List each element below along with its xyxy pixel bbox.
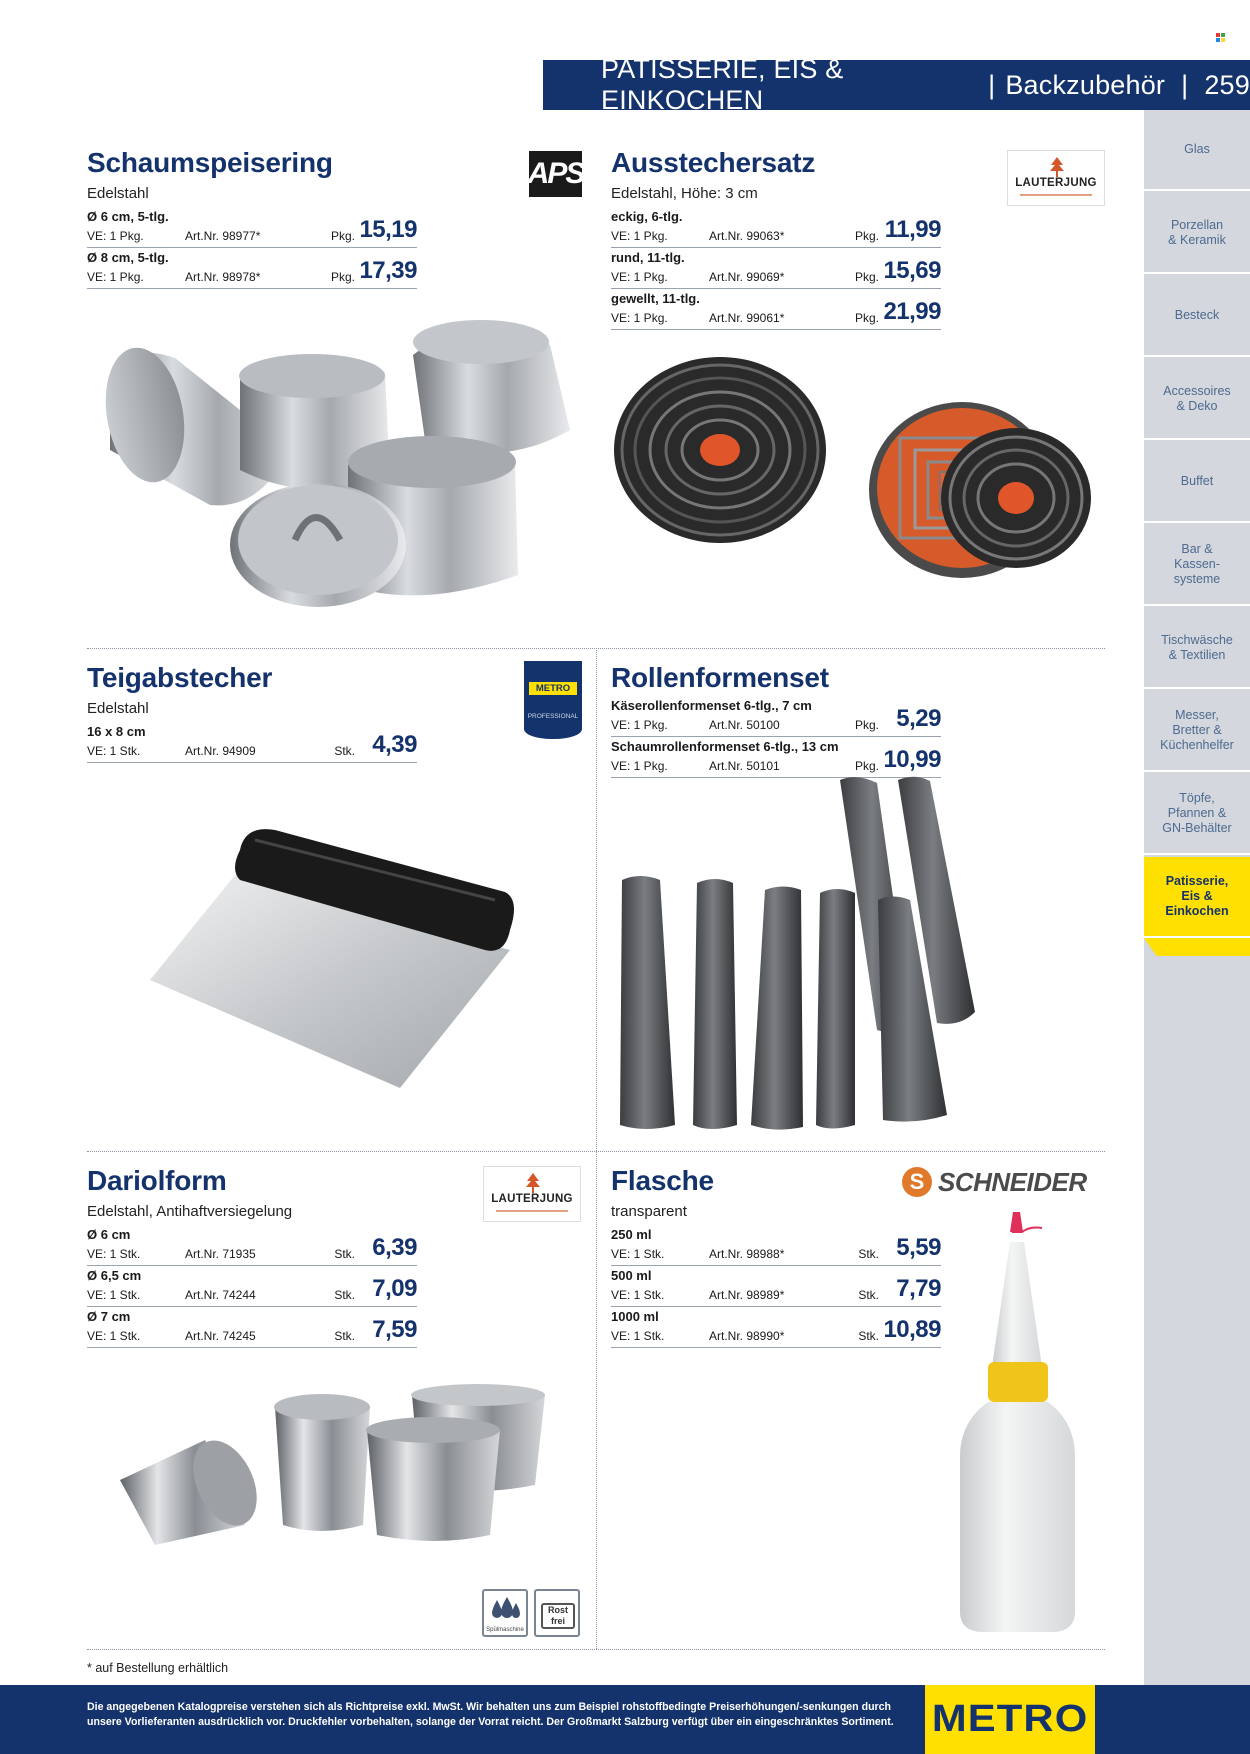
sidebar-item-accessoires[interactable]: Accessoires & Deko [1144, 359, 1250, 440]
article-number: Art.Nr. 99069* [709, 270, 785, 284]
dariole-molds-image [115, 1385, 555, 1555]
sidebar-item-patisserie[interactable]: Patisserie, Eis & Einkochen [1144, 857, 1250, 938]
dishwasher-safe-icon [482, 1589, 528, 1637]
packaging-unit: VE: 1 Stk. [87, 1329, 141, 1343]
variant: Ø 6 cm [87, 1227, 131, 1242]
column-divider [596, 648, 597, 1649]
metro-logo [925, 1685, 1095, 1754]
product-title: Rollenformenset [611, 662, 829, 693]
tree-icon [525, 1173, 541, 1193]
header-separator: | [988, 69, 996, 100]
roll-molds-image [615, 775, 1090, 1135]
lauterjung-brand-logo [483, 1166, 581, 1222]
price-row [611, 289, 941, 330]
price-row [611, 248, 941, 289]
article-number: Art.Nr. 98989* [709, 1288, 785, 1302]
variant: 16 x 8 cm [87, 724, 146, 739]
price-unit: Stk. [334, 1247, 355, 1261]
metro-wordmark: METRO [931, 1698, 1089, 1740]
price: 7,59 [372, 1316, 417, 1343]
packaging-unit: VE: 1 Pkg. [611, 718, 668, 732]
packaging-unit: VE: 1 Pkg. [611, 270, 668, 284]
price: 7,09 [372, 1275, 417, 1302]
article-number: Art.Nr. 50101 [709, 759, 780, 773]
brand-name: SCHNEIDER [938, 1167, 1087, 1197]
packaging-unit: VE: 1 Pkg. [87, 270, 144, 284]
price: 15,69 [883, 257, 941, 284]
header-subcategory: Backzubehör [1005, 69, 1166, 100]
aps-brand-logo: APS [529, 151, 582, 197]
price-unit: Pkg. [854, 270, 879, 284]
sidebar-item-toepfe[interactable]: Töpfe, Pfannen & GN-Behälter [1144, 774, 1250, 855]
schneider-brand-logo [902, 1167, 1106, 1197]
sidebar-item-porzellan[interactable]: Porzellan & Keramik [1144, 193, 1250, 274]
product-subtitle: Edelstahl, Antihaftversiegelung [87, 1203, 293, 1220]
price-unit: Pkg. [854, 229, 879, 243]
price-unit: Pkg. [854, 718, 879, 732]
sidebar-item-tischwaesche[interactable]: Tischwäsche & Textilien [1144, 608, 1250, 689]
article-number: Art.Nr. 94909 [185, 744, 256, 758]
price-unit: Stk. [334, 744, 355, 758]
product-title: Flasche [611, 1165, 714, 1196]
price-row [87, 722, 417, 763]
steel-rings-image [90, 300, 580, 620]
price-unit: Stk. [334, 1288, 355, 1302]
price: 4,39 [372, 731, 417, 758]
packaging-unit: VE: 1 Stk. [611, 1288, 665, 1302]
professional-label: PROFESSIONAL [527, 713, 579, 720]
price: 21,99 [883, 298, 941, 325]
squeeze-bottle-image [950, 1212, 1085, 1637]
variant: Ø 6 cm, 5-tlg. [87, 209, 169, 224]
sidebar-item-bar-kassensysteme[interactable]: Bar & Kassen- systeme [1144, 525, 1250, 606]
variant: Ø 7 cm [87, 1309, 131, 1324]
article-number: Art.Nr. 98978* [185, 270, 261, 284]
price: 10,89 [883, 1316, 941, 1343]
article-number: Art.Nr. 98988* [709, 1247, 785, 1261]
price: 11,99 [884, 216, 941, 243]
packaging-unit: VE: 1 Stk. [611, 1329, 665, 1343]
price: 5,29 [896, 705, 941, 732]
price-row [611, 207, 941, 248]
sidebar-item-messer[interactable]: Messer, Bretter & Küchenhelfer [1144, 691, 1250, 772]
packaging-unit: VE: 1 Pkg. [611, 229, 668, 243]
rust-free-icon [534, 1589, 580, 1637]
article-number: Art.Nr. 98990* [709, 1329, 785, 1343]
schneider-s-icon: S [902, 1167, 932, 1197]
price-table [611, 696, 941, 778]
brand-name: LAUTERJUNG [1015, 177, 1097, 189]
product-subtitle: Edelstahl [87, 700, 149, 717]
article-number: Art.Nr. 74245 [185, 1329, 256, 1343]
metro-professional-logo [524, 661, 582, 739]
packaging-unit: VE: 1 Pkg. [87, 229, 144, 243]
care-symbols [482, 1589, 582, 1637]
article-number: Art.Nr. 50100 [709, 718, 780, 732]
variant: 1000 ml [611, 1309, 659, 1324]
price: 7,79 [896, 1275, 941, 1302]
article-number: Art.Nr. 71935 [185, 1247, 256, 1261]
packaging-unit: VE: 1 Stk. [611, 1247, 665, 1261]
price-row [611, 696, 941, 737]
product-title: Schaumspeisering [87, 147, 333, 178]
price-table [87, 1225, 417, 1348]
header-separator-2: | [1181, 69, 1189, 100]
lauterjung-brand-logo [1007, 150, 1105, 206]
price-row [611, 1225, 941, 1266]
variant: rund, 11-tlg. [611, 250, 685, 265]
article-number: Art.Nr. 74244 [185, 1288, 256, 1302]
care-label: Spülmaschine [486, 1627, 524, 1633]
packaging-unit: VE: 1 Pkg. [611, 311, 668, 325]
price-row [87, 248, 417, 289]
brand-tagline [496, 1210, 568, 1212]
disclaimer-text: Die angegebenen Katalogpreise verstehen sich als Richtpreise exkl. MwSt. Wir behalten uns zum Beispiel rohstoffbedingte Preiserhöhungen/-senkungen durch unsere Vorlieferanten ausdrücklich vor. Druckfehler vorbehalten, solange der Vorrat reicht. Der Großmarkt Salzburg verfügt über ein eingeschränktes Sortiment. [87, 1701, 894, 1728]
price-row [611, 1307, 941, 1348]
sidebar-item-glas[interactable]: Glas [1144, 110, 1250, 191]
packaging-unit: VE: 1 Stk. [87, 1288, 141, 1302]
price-unit: Stk. [858, 1329, 879, 1343]
price-row [611, 737, 941, 778]
row-divider-3 [87, 1649, 1105, 1650]
product-title: Dariolform [87, 1165, 227, 1196]
product-subtitle: Edelstahl, Höhe: 3 cm [611, 185, 758, 202]
price: 5,59 [896, 1234, 941, 1261]
rust-free-label: Rost frei [541, 1603, 575, 1629]
sidebar-item-besteck[interactable]: Besteck [1144, 276, 1250, 357]
metro-wordmark: METRO [529, 682, 577, 695]
cutter-set-image [610, 350, 1110, 630]
price-unit: Stk. [858, 1247, 879, 1261]
category-sidebar [1144, 110, 1250, 1685]
price-unit: Pkg. [854, 759, 879, 773]
price: 10,99 [883, 746, 941, 773]
price-table [611, 1225, 941, 1348]
price: 17,39 [359, 257, 417, 284]
price-table [87, 722, 417, 763]
packaging-unit: VE: 1 Stk. [87, 744, 141, 758]
variant: Käserollenformenset 6-tlg., 7 cm [611, 698, 812, 713]
product-title: Teigabstecher [87, 662, 273, 693]
price-row [87, 207, 417, 248]
price-row [87, 1307, 417, 1348]
variant: Ø 6,5 cm [87, 1268, 142, 1283]
sidebar-item-buffet[interactable]: Buffet [1144, 442, 1250, 523]
article-number: Art.Nr. 98977* [185, 229, 261, 243]
active-tab-marker [1144, 938, 1250, 956]
product-title: Ausstechersatz [611, 147, 816, 178]
price-table [611, 207, 941, 330]
price-unit: Stk. [858, 1288, 879, 1302]
variant: gewellt, 11-tlg. [611, 291, 700, 306]
corner-color-mark [1216, 33, 1225, 42]
footnote: * auf Bestellung erhältlich [87, 1661, 229, 1675]
price-row [87, 1266, 417, 1307]
product-subtitle: transparent [611, 1203, 687, 1220]
variant: 250 ml [611, 1227, 652, 1242]
variant: Ø 8 cm, 5-tlg. [87, 250, 169, 265]
product-subtitle: Edelstahl [87, 185, 149, 202]
page-number: 259 [1204, 69, 1250, 100]
header-category: PATISSERIE, EIS & EINKOCHEN [601, 54, 844, 115]
price-unit: Pkg. [330, 229, 355, 243]
page-header [543, 54, 1250, 115]
price-unit: Pkg. [330, 270, 355, 284]
article-number: Art.Nr. 99063* [709, 229, 785, 243]
variant: Schaumrollenformenset 6-tlg., 13 cm [611, 739, 839, 754]
tree-icon [1049, 157, 1065, 177]
packaging-unit: VE: 1 Pkg. [611, 759, 668, 773]
article-number: Art.Nr. 99061* [709, 311, 785, 325]
packaging-unit: VE: 1 Stk. [87, 1247, 141, 1261]
price-unit: Pkg. [854, 311, 879, 325]
variant: eckig, 6-tlg. [611, 209, 683, 224]
price: 15,19 [359, 216, 417, 243]
price: 6,39 [372, 1234, 417, 1261]
dough-scraper-image [145, 820, 525, 1090]
price-row [87, 1225, 417, 1266]
brand-name: LAUTERJUNG [491, 1193, 573, 1205]
brand-tagline [1020, 194, 1092, 196]
price-table [87, 207, 417, 289]
price-row [611, 1266, 941, 1307]
page-footer [0, 1685, 1250, 1754]
price-unit: Stk. [334, 1329, 355, 1343]
variant: 500 ml [611, 1268, 652, 1283]
